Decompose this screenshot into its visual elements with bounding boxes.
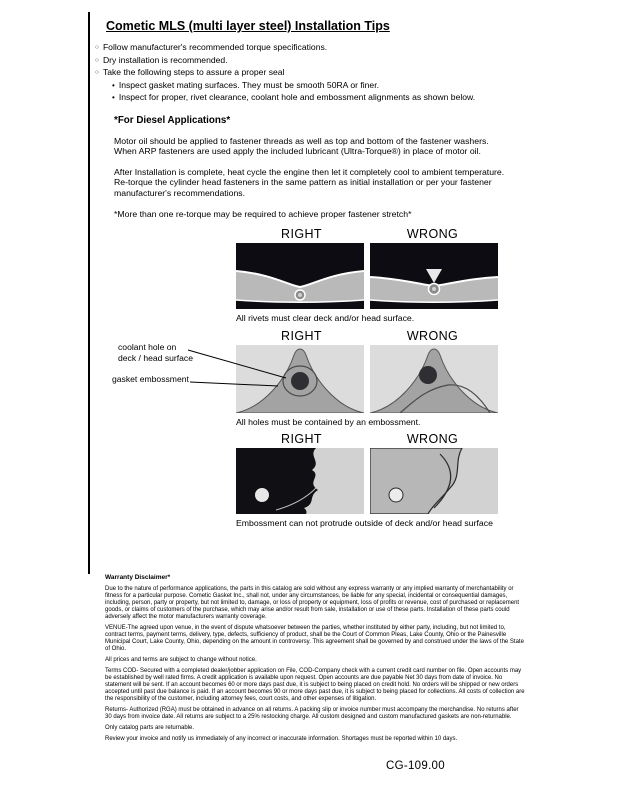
disclaimer-paragraph: Returns- Authorized (RGA) must be obtained in advance on all returns. A packing slip or invoice number must accompany the merchandise. No returns after 30 days from invoice date. All returns are subject to a 25% restocking charge. All custom designed and custom manufactured gaskets are non-returnable. [105, 707, 519, 720]
sub-list-item [112, 93, 523, 103]
diagram-headers [236, 432, 498, 446]
list-item-text: Take the following steps to assure a proper seal [102, 67, 285, 78]
disclaimer-paragraph: Terms COD- Secured with a completed dealer/jobber application on File, COD-Company check with a current credit card number on file. Open accounts may be established by well rated firms. A credit application is available upon request. Open accounts are due payable Net 30 days from date of invoice. No statement will be sent. If an account becomes 60 or more days past due, it is subject to being placed on credit hold. No orders will be shipped or new orders accepted until past due balance is paid. If an account becomes 90 or more days past due, it is subject to being placed for collections. All costs of collection are the responsibility of the customer, including attorney fees, court costs, and other expenses of litigation. [105, 668, 525, 702]
page-code: CG-109.00 [386, 760, 445, 772]
page-title: Cometic MLS (multi layer steel) Installation Tips [106, 19, 390, 33]
list-item-text: Follow manufacturer's recommended torque specifications. [102, 42, 328, 52]
diesel-paragraph: After Installation is complete, heat cycle the engine then let it completely cool to ambient temperature. Re-torque the cylinder head fasteners in the same pattern as initial installation or per your fastener manufacturer's recommendations. [114, 166, 505, 198]
circle-bullet-icon: ○ [95, 69, 99, 77]
rivet-clearance-wrong-diagram [370, 243, 498, 309]
warranty-disclaimer-section [105, 574, 525, 747]
callout-text: deck / head surface [118, 352, 194, 363]
wrong-label: WRONG [406, 227, 459, 241]
diesel-note: *More than one re-torque may be required to achieve proper fastener stretch* [114, 208, 412, 219]
rivet-clearance-right-diagram [236, 243, 364, 309]
circle-bullet-icon: ○ [95, 44, 99, 51]
diesel-paragraph: Motor oil should be applied to fastener threads as well as top and bottom of the fastener washers. When ARP fasteners are used apply the included lubricant (Ultra-Torque®) in place of motor oil. [114, 135, 489, 157]
disclaimer-paragraph: Only catalog parts are returnable. [105, 725, 195, 731]
list-item-text: Inspect gasket mating surfaces. They must be smooth 50RA or finer. [118, 79, 379, 90]
diagram-caption: All holes must be contained by an embossment. [236, 417, 421, 427]
list-item-text: Dry installation is recommended. [102, 54, 228, 65]
callout-text: coolant hole on [118, 342, 177, 352]
list-item [95, 56, 523, 66]
embossment-protrusion-wrong-diagram [370, 448, 498, 514]
diagram-caption: All rivets must clear deck and/or head surface. [236, 313, 415, 323]
wrong-label: WRONG [406, 432, 459, 446]
right-label: RIGHT [281, 227, 322, 241]
circle-bullet-icon: ○ [95, 56, 99, 64]
disclaimer-paragraph: Review your invoice and notify us immediately of any incorrect or inaccurate information. Shortages must be reported within 10 days. [105, 736, 458, 742]
disclaimer-heading: Warranty Disclaimer* [105, 574, 171, 581]
dot-bullet-icon: • [112, 80, 115, 90]
diesel-applications-section [114, 116, 512, 229]
sub-list-item [112, 81, 523, 91]
gasket-embossment-callout: gasket embossment [112, 374, 189, 384]
disclaimer-paragraph: All prices and terms are subject to change without notice. [105, 657, 257, 663]
disclaimer-paragraph: Due to the nature of performance applications, the parts in this catalog are sold without any express warranty or any implied warranty of merchantability or fitness for a particular purpose. Cometic Gasket Inc., shall not, under any circumstances, be liable for any special, incidental or consequential damages, including, person, party or property, but not limited to, damage, or loss of property or equipment, loss of profits or revenue, cost of purchased or replacement goods, or claims of customers of the purchase, which may arise and/or result from sale, installation or use of these parts. Installation of these parts could adversely affect the motor manufacturers warranty coverage. [105, 586, 520, 620]
diagram-headers [236, 227, 498, 241]
diagram-caption: Embossment can not protrude outside of deck and/or head surface [236, 518, 493, 528]
list-item [95, 68, 523, 78]
diesel-heading: *For Diesel Applications* [114, 115, 231, 126]
callout-pointer-lines [110, 340, 310, 400]
dot-bullet-icon: • [112, 93, 115, 103]
diagram-row-rivets [236, 227, 498, 323]
right-label: RIGHT [281, 329, 322, 343]
embossment-containment-wrong-diagram [370, 345, 498, 413]
installation-tips-list [95, 43, 523, 106]
diagram-images [236, 243, 498, 309]
wrong-label: WRONG [406, 329, 459, 343]
disclaimer-paragraph: VENUE-The agreed upon venue, in the event of dispute whatsoever between the parties, whether instituted by either party, including, but not limited to, contract terms, payment terms, delivery, type, defects, sufficiency of product, shall be the Court of Common Pleas, Lake County, Ohio or the Painesville Municipal Court, Lake County, Ohio, depending on the amount in controversy. This agreement shall be governed by and construed under the laws of the State of Ohio. [105, 625, 524, 652]
diagram-row-protrusion [236, 432, 498, 528]
list-item [95, 43, 523, 53]
diagram-images [236, 448, 498, 514]
embossment-protrusion-right-diagram [236, 448, 364, 514]
right-label: RIGHT [281, 432, 322, 446]
left-margin-rule [88, 12, 90, 574]
list-item-text: Inspect for proper, rivet clearance, coolant hole and embossment alignments as shown below. [118, 92, 476, 103]
